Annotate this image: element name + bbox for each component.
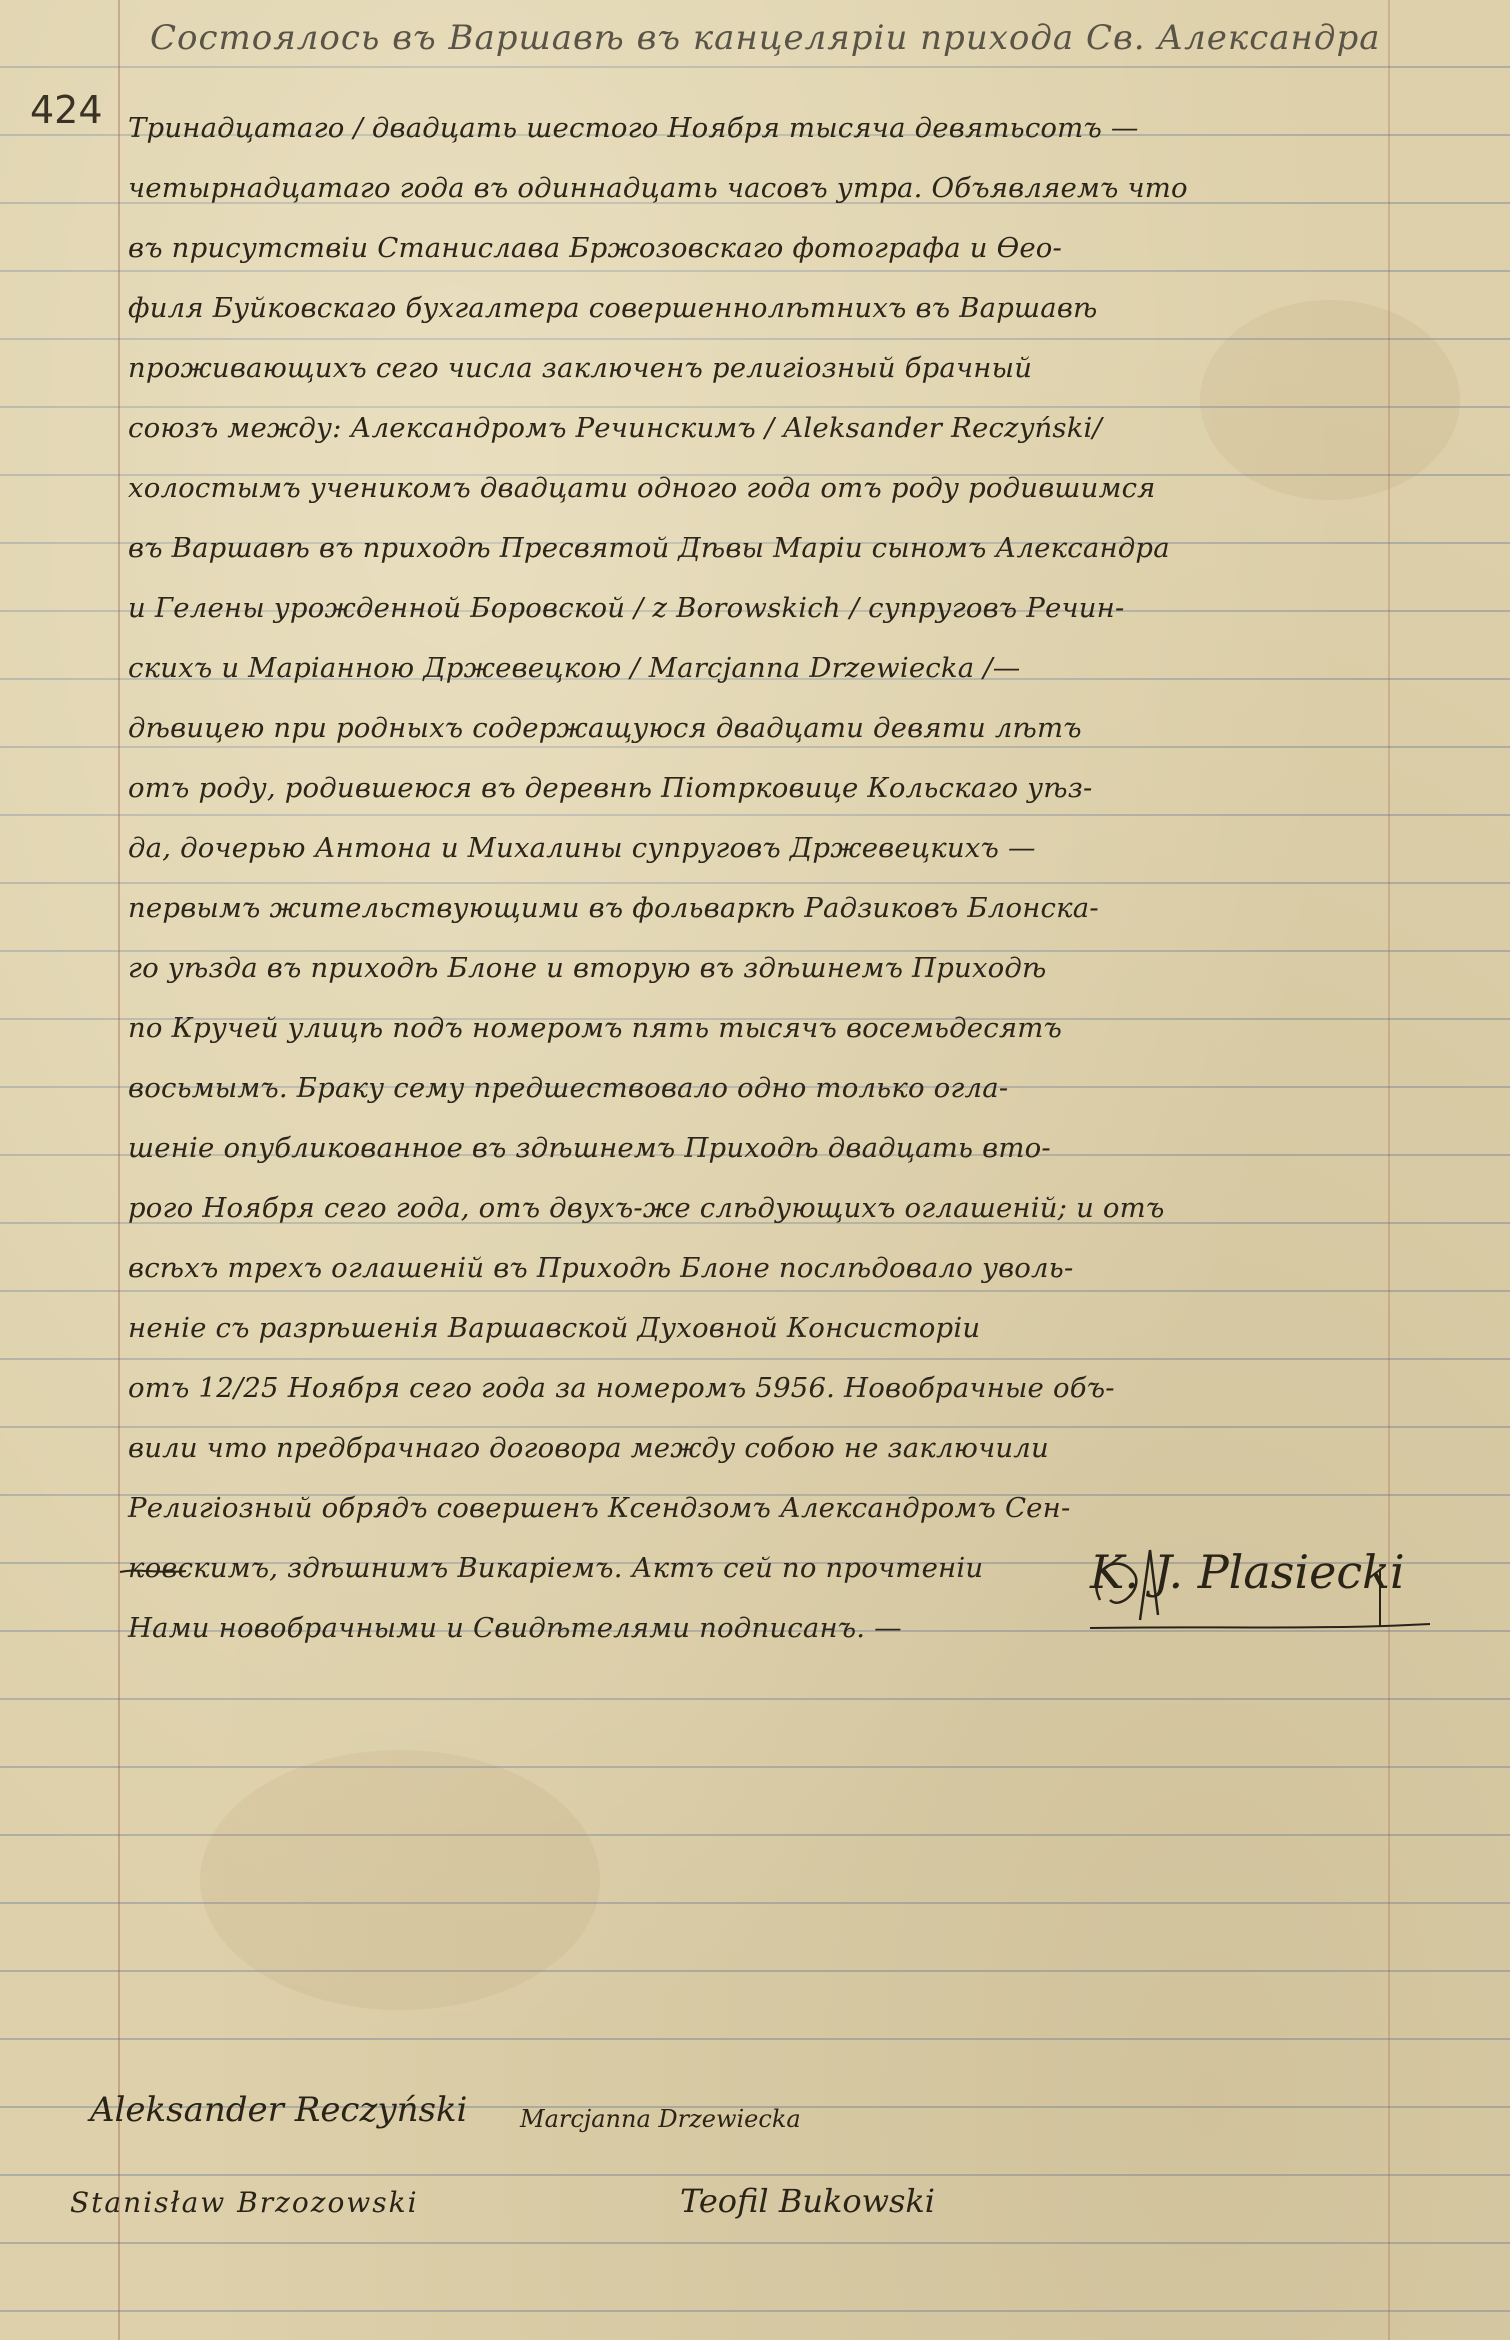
margin-dash-mark (118, 1562, 188, 1582)
body-line: неніе съ разрѣшенія Варшавской Духовной Консисторіи (128, 1312, 981, 1344)
body-line: по Кручей улицѣ подъ номеромъ пять тысячъ восемьдесятъ (128, 1012, 1063, 1044)
body-line: восьмымъ. Браку сему предшествовало одно только оглa- (128, 1072, 1009, 1104)
body-line: четырнадцатаго года въ одиннадцать часовъ утра. Объявляемъ что (128, 172, 1188, 204)
body-line: холостымъ ученикомъ двадцати одного года отъ роду родившимся (128, 472, 1156, 504)
act-body (128, 98, 1398, 1658)
body-line: первымъ жительствующими въ фольваркѣ Радзиковъ Блонска- (128, 892, 1099, 924)
body-line: и Гелены урожденной Боровской / z Borowskich / супруговъ Речин- (128, 592, 1125, 624)
body-line: вили что предбрачнаго договора между собою не заключили (128, 1432, 1049, 1464)
body-line: Нами новобрачными и Свидѣтелями подписанъ. — (128, 1612, 902, 1644)
body-line: шеніе опубликованное въ здѣшнемъ Приходѣ двадцать вто- (128, 1132, 1051, 1164)
body-line: отъ 12/25 Ноября сего года за номеромъ 5956. Новобрачные объ- (128, 1372, 1115, 1404)
body-line: ковскимъ, здѣшнимъ Викаріемъ. Актъ сей по прочтеніи (128, 1552, 984, 1584)
witness-signature: Stanisław Brzozowski (70, 2186, 419, 2219)
body-line: рого Ноября сего года, отъ двухъ-же слѣдующихъ оглашеній; и отъ (128, 1192, 1165, 1224)
body-line: союзъ между: Александромъ Речинскимъ / Aleksander Reczyński/ (128, 412, 1103, 444)
body-line: Религіозный обрядъ совершенъ Ксендзомъ Александромъ Сен- (128, 1492, 1071, 1524)
body-line: всѣхъ трехъ оглашеній въ Приходѣ Блоне послѣдовало уволь- (128, 1252, 1074, 1284)
priest-signature: K. J. Plasiecki (1090, 1545, 1405, 1599)
left-margin-rule (118, 0, 120, 2340)
act-number: 424 (30, 88, 103, 132)
body-line: проживающихъ сего числа заключенъ религіозный брачный (128, 352, 1033, 384)
groom-signature: Aleksander Reczyński (90, 2090, 468, 2130)
body-line: да, дочерью Антона и Михалины супруговъ Држевецкихъ — (128, 832, 1036, 864)
document-header: Состоялось въ Варшавѣ въ канцеляріи прихода Св. Александра (150, 18, 1381, 58)
body-line: въ Варшавѣ въ приходѣ Пресвятой Дѣвы Маріи сыномъ Александра (128, 532, 1170, 564)
body-line: Тринадцатаго / двадцать шестого Ноября тысяча девятьсотъ — (128, 112, 1139, 144)
body-line: дѣвицею при родныхъ содержащуюся двадцати девяти лѣтъ (128, 712, 1082, 744)
body-line: го уѣзда въ приходѣ Блоне и вторую въ здѣшнемъ Приходѣ (128, 952, 1047, 984)
body-line: филя Буйковскаго бухгалтера совершеннолѣтнихъ въ Варшавѣ (128, 292, 1098, 324)
witness-signature: Teofil Bukowski (680, 2182, 936, 2220)
body-line: скихъ и Маріанною Држевецкою / Marcjanna Drzewiecka /— (128, 652, 1021, 684)
body-line: отъ роду, родившеюся въ деревнѣ Піотрковице Кольскаго уѣз- (128, 772, 1093, 804)
body-line: въ присутствіи Станислава Бржозовскаго фотографа и Ѳео- (128, 232, 1063, 264)
paper-stain (200, 1750, 600, 2010)
bride-signature: Marcjanna Drzewiecka (520, 2105, 801, 2133)
